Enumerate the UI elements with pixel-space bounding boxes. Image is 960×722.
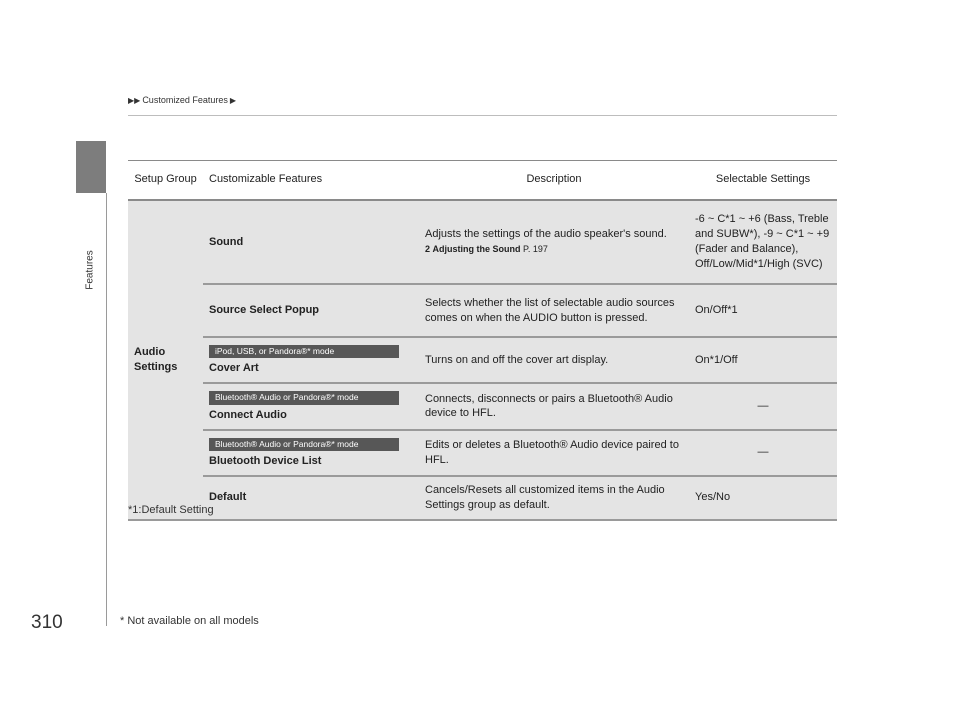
- breadcrumb-arrow-icon: ▶: [229, 95, 237, 105]
- breadcrumb[interactable]: [128, 95, 236, 105]
- header-description: Description: [419, 161, 689, 201]
- table-row: [128, 476, 837, 520]
- settings-cell: —: [689, 430, 837, 476]
- breadcrumb-title[interactable]: Customized Features: [142, 95, 228, 105]
- feature-source-select-popup: Source Select Popup: [203, 284, 419, 337]
- feature-default: Default: [203, 476, 419, 520]
- reference-title: Adjusting the Sound: [432, 244, 521, 254]
- footnote: * Not available on all models: [120, 615, 259, 627]
- description-text: Edits or deletes a Bluetooth® Audio device paired to HFL.: [419, 430, 689, 476]
- mode-badge: Bluetooth® Audio or Pandora®* mode: [209, 391, 399, 404]
- side-tab-label: Features: [84, 250, 96, 290]
- setup-group-label-line2: Settings: [134, 360, 178, 373]
- reference-arrow-icon: 2: [425, 244, 431, 254]
- settings-cell: On/Off*1: [689, 284, 837, 337]
- table-row: [128, 284, 837, 337]
- description-text: Selects whether the list of selectable audio sources comes on when the AUDIO button is pressed.: [419, 284, 689, 337]
- mode-badge: iPod, USB, or Pandora®* mode: [209, 345, 399, 358]
- description-text: Turns on and off the cover art display.: [419, 337, 689, 383]
- feature-cell: [203, 430, 419, 476]
- header-selectable-settings: Selectable Settings: [689, 161, 837, 201]
- description-text: Adjusts the settings of the audio speaker's sound.: [425, 228, 667, 241]
- feature-connect-audio: Connect Audio: [209, 408, 287, 421]
- cross-reference[interactable]: [425, 244, 548, 254]
- feature-cell: [203, 383, 419, 429]
- table-row: [128, 383, 837, 429]
- default-setting-note: *1:Default Setting: [128, 504, 214, 516]
- setup-group-label-line1: Audio: [134, 345, 166, 358]
- header-setup-group: Setup Group: [128, 161, 203, 201]
- table-row: [128, 200, 837, 284]
- settings-cell: Yes/No: [689, 476, 837, 520]
- side-divider: [106, 193, 107, 626]
- side-tab-marker: [76, 141, 106, 193]
- breadcrumb-arrow-icon: ▶▶: [128, 95, 141, 105]
- feature-cell: [203, 337, 419, 383]
- mode-badge: Bluetooth® Audio or Pandora®* mode: [209, 438, 399, 451]
- description-text: Cancels/Resets all customized items in the Audio Settings group as default.: [419, 476, 689, 520]
- settings-cell: —: [689, 383, 837, 429]
- settings-table: [128, 160, 837, 521]
- settings-cell: -6 ~ C*1 ~ +6 (Bass, Treble and SUBW*), -9 ~ C*1 ~ +9 (Fader and Balance), Off/Low/Mid*1/High (SVC): [689, 200, 837, 284]
- feature-sound: Sound: [203, 200, 419, 284]
- header-rule: [128, 115, 837, 116]
- page-number: 310: [31, 612, 63, 633]
- table-header-row: [128, 161, 837, 201]
- feature-bluetooth-device-list: Bluetooth Device List: [209, 455, 322, 468]
- description-text: Connects, disconnects or pairs a Bluetooth® Audio device to HFL.: [419, 383, 689, 429]
- settings-cell: On*1/Off: [689, 337, 837, 383]
- reference-page: P. 197: [523, 244, 548, 254]
- setup-group-cell: [128, 200, 203, 520]
- header-customizable-features: Customizable Features: [203, 161, 419, 201]
- description-cell: [419, 200, 689, 284]
- table-row: [128, 430, 837, 476]
- feature-cover-art: Cover Art: [209, 362, 259, 375]
- table-row: [128, 337, 837, 383]
